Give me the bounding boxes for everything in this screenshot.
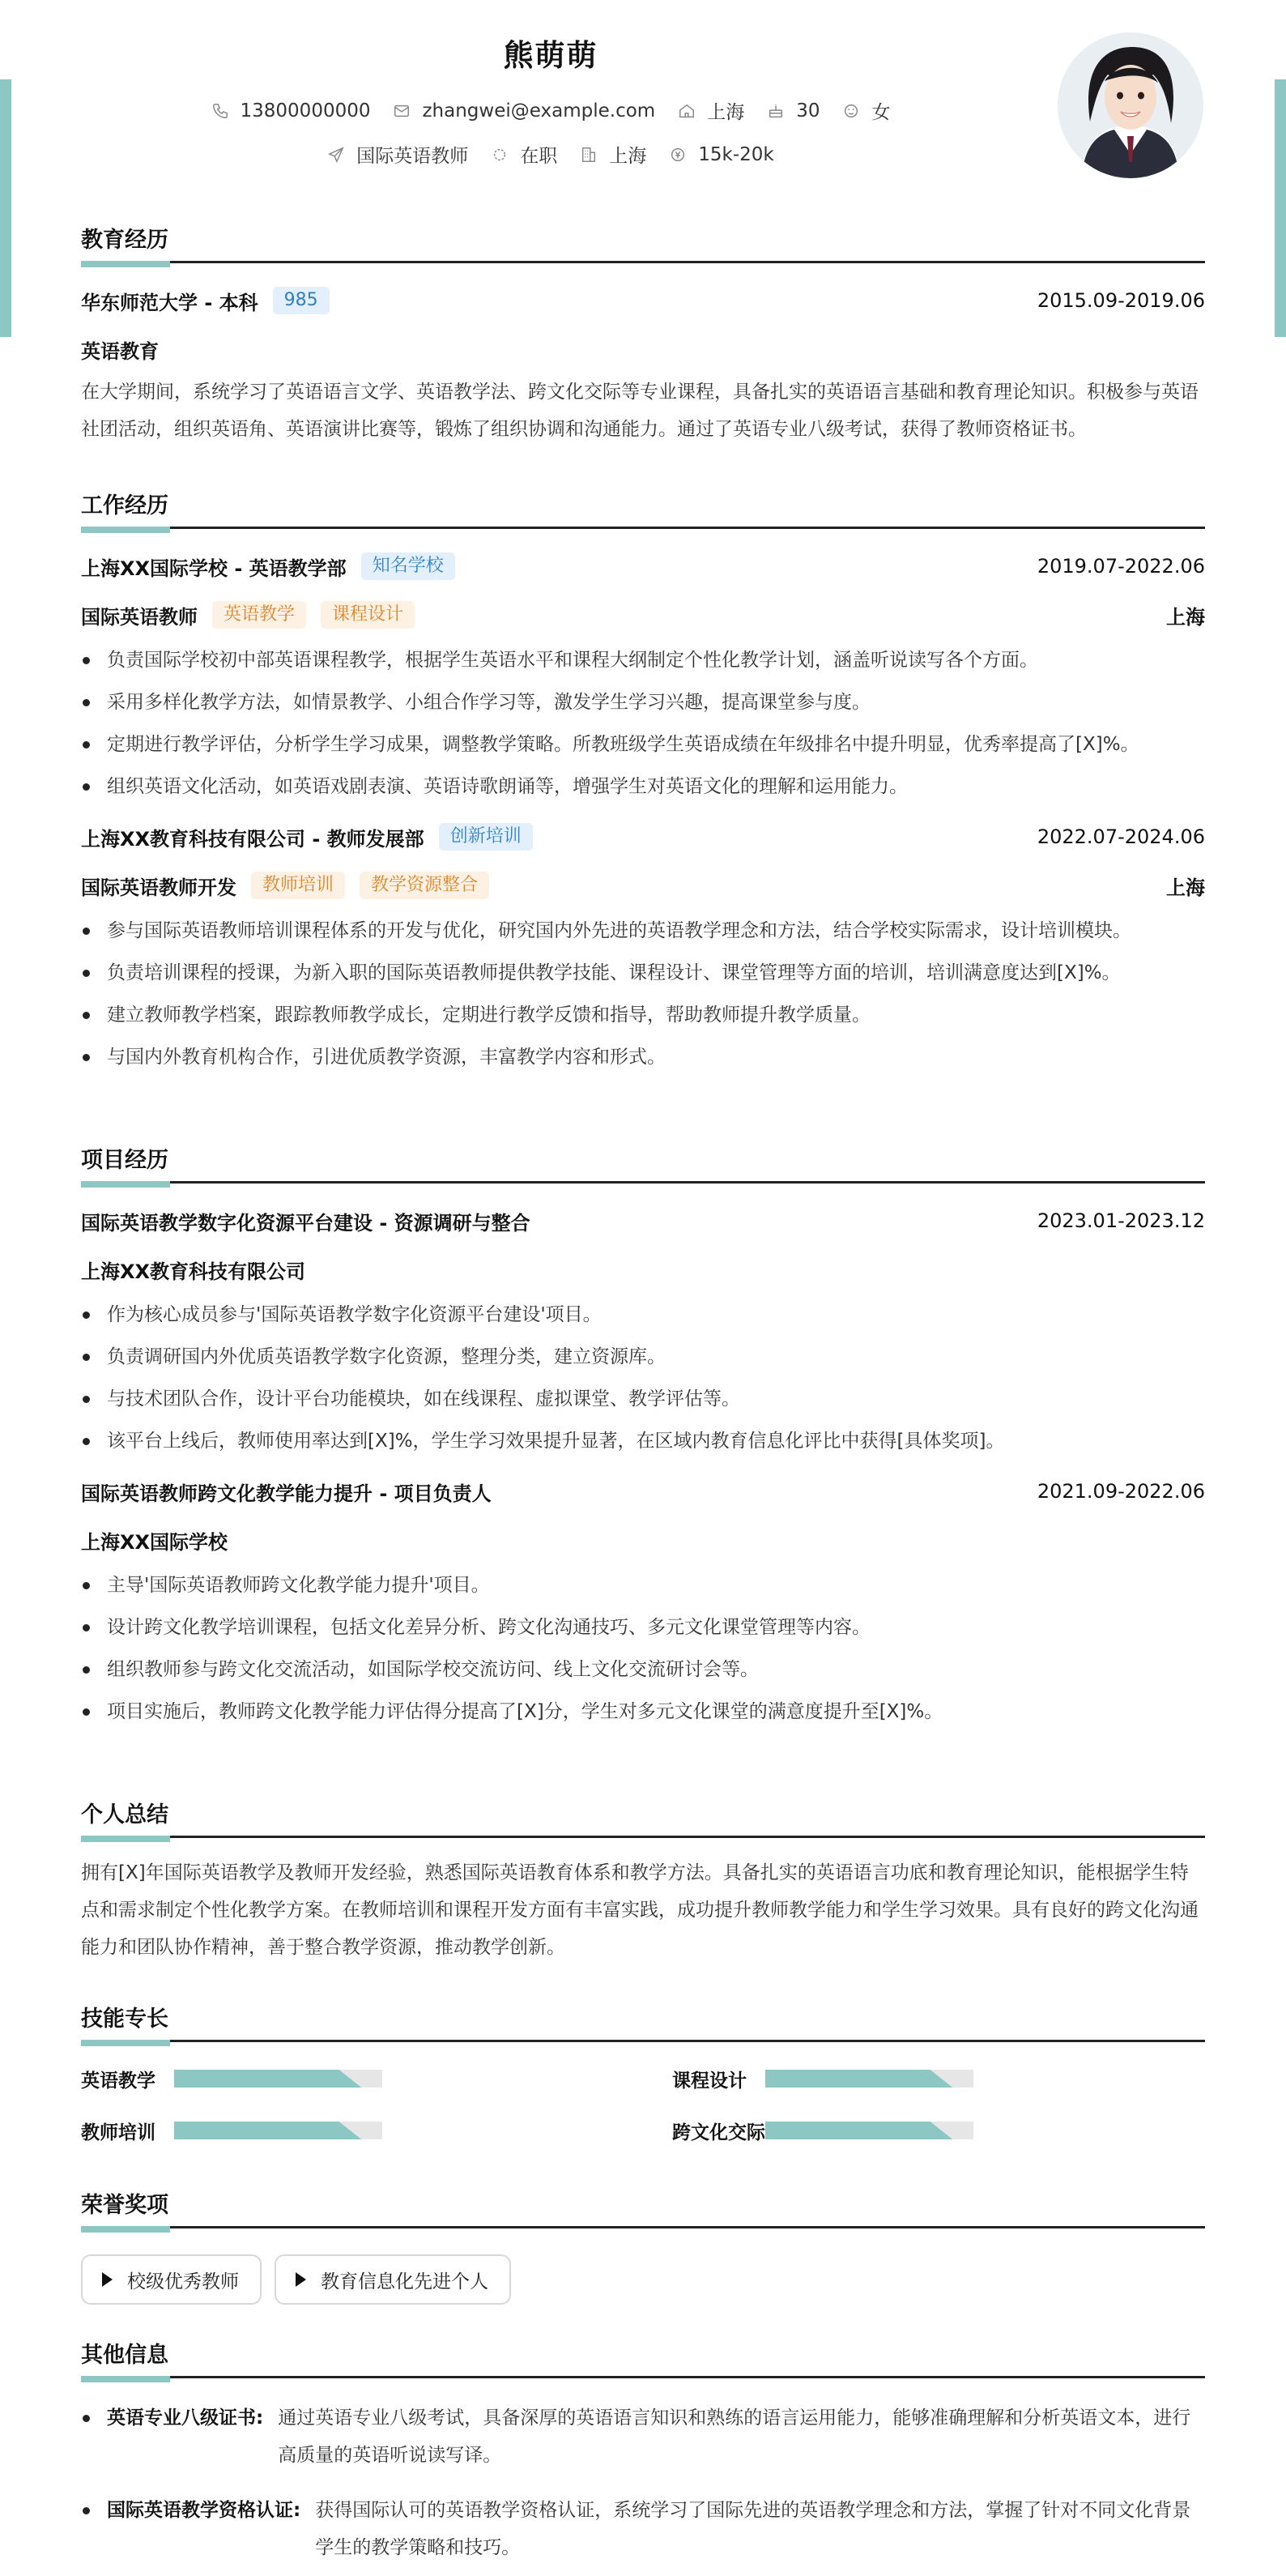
list-item: 参与国际英语教师培训课程体系的开发与优化，研究国内外先进的英语教学理念和方法，结合学校实际需求，设计培训模块。 [81,910,1205,952]
skill-label: 跨文化交际 [672,2122,765,2143]
play-icon [102,2272,113,2287]
status-icon [491,146,509,164]
role-tag: 课程设计 [321,601,415,629]
education-description: 在大学期间，系统学习了英语语言文学、英语教学法、跨文化交际等专业课程，具备扎实的英语语言基础和教育理论知识。积极参与英语社团活动，组织英语角、英语演讲比赛等，锻炼了组织协调和沟通能力。通过了英语专业八级考试，获得了教师资格证书。 [81,382,1199,440]
list-item: 主导'国际英语教师跨文化教学能力提升'项目。 [81,1564,1205,1606]
major-text: 英语教育 [81,339,159,363]
section-divider [81,527,1205,529]
skill-item [81,2113,672,2147]
skill-fill [174,2070,361,2088]
section-divider [81,2376,1205,2378]
hometown-text: 上海 [707,102,745,123]
education-date: 2015.09-2019.06 [1037,289,1205,312]
candidate-name: 熊萌萌 [503,38,598,73]
list-item: 作为核心成员参与'国际英语教学数字化资源平台建设'项目。 [81,1294,1205,1336]
role-name: 国际英语教师开发 [81,876,236,899]
work-role-row [81,869,1205,902]
contact-row [0,97,1101,124]
school-name: 华东师范大学 - 本科 [81,291,258,314]
section-divider [81,1181,1205,1184]
other-value: 获得国际认可的英语教学资格认证，系统学习了国际先进的英语教学理念和方法，掌握了针对不同文化背景学生的教学策略和技巧。 [315,2500,1191,2558]
gender-item [842,97,890,124]
avatar-portrait [1058,32,1203,178]
section-divider [81,1836,1205,1838]
age-text: 30 [796,100,820,122]
work-role-row [81,599,1205,631]
other-key: 国际英语教学资格认证: [107,2500,301,2521]
skills-section [81,2002,1205,2147]
project-name: 国际英语教学数字化资源平台建设 - 资源调研与整合 [81,1211,530,1235]
list-item [81,2399,1205,2474]
company-tag: 知名学校 [361,552,455,580]
project-org-text: 上海XX教育科技有限公司 [81,1260,306,1283]
role-tag: 英语教学 [212,601,306,629]
position-text: 国际英语教师 [356,146,469,167]
role-tag: 教学资源整合 [360,872,489,899]
summary-section [81,1798,1205,1966]
work-bullets [81,639,1205,808]
list-item: 与技术团队合作，设计平台功能模块，如在线课程、虚拟课堂、教学评估等。 [81,1378,1205,1420]
other-title: 其他信息 [81,2343,168,2368]
list-item: 负责培训课程的授课，为新入职的国际英语教师提供教学技能、课程设计、课堂管理等方面的培训，培训满意度达到[X]%。 [81,952,1205,994]
phone-text: 13800000000 [240,100,371,122]
project-org [81,1253,1205,1286]
status-text: 在职 [520,146,558,167]
hometown-item [678,97,744,124]
section-divider [81,261,1205,263]
role-tag: 教师培训 [251,872,345,899]
company-tag: 创新培训 [439,823,533,851]
skill-label: 英语教学 [81,2070,155,2092]
work-title: 工作经历 [81,493,168,518]
position-item [327,141,468,168]
other-key: 英语专业八级证书: [107,2408,264,2429]
education-section [81,224,1205,448]
skill-label: 课程设计 [672,2070,747,2092]
email-item [393,100,655,122]
section-divider [81,2226,1205,2228]
work-date: 2019.07-2022.06 [1037,555,1205,578]
salary-item [669,144,773,165]
skill-fill [765,2122,952,2139]
role-name: 国际英语教师 [81,605,198,629]
list-item: 组织英语文化活动，如英语戏剧表演、英语诗歌朗诵等，增强学生对英语文化的理解和运用能力。 [81,766,1205,808]
list-item: 设计跨文化教学培训课程，包括文化差异分析、跨文化沟通技巧、多元文化课堂管理等内容。 [81,1606,1205,1648]
list-item [81,2492,1205,2566]
salary-text: 15k-20k [698,143,774,165]
project-entry [81,1205,1205,1462]
projects-section [81,1144,1205,1733]
project-name: 国际英语教师跨文化教学能力提升 - 项目负责人 [81,1482,492,1505]
skill-item [672,2113,1205,2147]
education-entry-head [81,284,1205,317]
list-item: 组织教师参与跨文化交流活动，如国际学校交流访问、线上文化交流研讨会等。 [81,1648,1205,1691]
company-name: 上海XX教育科技有限公司 - 教师发展部 [81,827,424,851]
project-entry [81,1475,1205,1733]
list-item: 建立教师教学档案，跟踪教师教学成长，定期进行教学反馈和指导，帮助教师提升教学质量。 [81,994,1205,1036]
work-entry [81,550,1205,808]
honors-title: 荣誉奖项 [81,2193,168,2218]
education-major [81,333,1205,365]
project-bullets [81,1294,1205,1462]
list-item: 定期进行教学评估，分析学生学习成果，调整教学策略。所教班级学生英语成绩在年级排名中提升明显，优秀率提高了[X]%。 [81,723,1205,766]
gender-text: 女 [871,102,891,123]
city-text: 上海 [609,146,647,167]
building-icon [580,146,598,164]
skill-label: 教师培训 [81,2122,155,2143]
skills-title: 技能专长 [81,2007,168,2032]
skill-item [672,2062,1205,2096]
project-date: 2021.09-2022.06 [1037,1480,1205,1503]
email-text: zhangwei@example.com [422,100,656,122]
award-label: 教育信息化先进个人 [321,2271,488,2292]
list-item: 采用多样化教学方法，如情景教学、小组合作学习等，激发学生学习兴趣，提高课堂参与度。 [81,681,1205,723]
company-name: 上海XX国际学校 - 英语教学部 [81,557,347,580]
work-section [81,489,1205,1078]
education-title: 教育经历 [81,228,168,253]
phone-icon [211,102,229,120]
list-item: 该平台上线后，教师使用率达到[X]%，学生学习效果提升显著，在区域内教育信息化评比中获得[具体奖项]。 [81,1420,1205,1462]
skill-bar [174,2070,382,2088]
list-item: 项目实施后，教师跨文化教学能力评估得分提高了[X]分，学生对多元文化课堂的满意度提升至[X]%。 [81,1691,1205,1733]
home-icon [678,102,696,120]
award-chip [81,2254,262,2305]
work-bullets [81,910,1205,1078]
skill-fill [174,2122,361,2139]
work-date: 2022.07-2024.06 [1037,825,1205,848]
work-entry-head [81,550,1205,582]
avatar [1058,32,1203,178]
skill-item [81,2062,672,2096]
project-bullets [81,1564,1205,1733]
projects-title: 项目经历 [81,1148,168,1173]
work-location: 上海 [1166,605,1205,629]
project-org [81,1524,1205,1556]
summary-title: 个人总结 [81,1802,168,1828]
honors-section [81,2189,1205,2305]
paper-plane-icon [327,146,345,164]
phone-item [211,100,371,122]
status-item [491,141,557,168]
play-icon [296,2272,306,2287]
project-org-text: 上海XX国际学校 [81,1530,228,1554]
job-intent-row [0,141,1101,168]
work-entry [81,821,1205,1078]
skill-fill [765,2070,952,2088]
award-label: 校级优秀教师 [127,2271,239,2292]
section-divider [81,2040,1205,2042]
school-tag: 985 [273,287,330,314]
other-section [81,2339,1205,2576]
awards-list [81,2254,1205,2305]
project-date: 2023.01-2023.12 [1037,1209,1205,1232]
mail-icon [393,102,411,120]
skill-bar [765,2122,973,2139]
project-head [81,1205,1205,1237]
age-item [767,100,820,122]
list-item: 与国内外教育机构合作，引进优质教学资源，丰富教学内容和形式。 [81,1036,1205,1078]
gender-icon [842,102,860,120]
work-location: 上海 [1166,876,1205,899]
work-entry-head [81,821,1205,853]
award-chip [275,2254,511,2305]
skills-grid [81,2062,1205,2147]
project-head [81,1475,1205,1508]
summary-text: 拥有[X]年国际英语教学及教师开发经验，熟悉国际英语教育体系和教学方法。具备扎实的英语语言功底和教育理论知识，能根据学生特点和需求制定个性化教学方案。在教师培训和课程开发方面有丰富实践，成功提升教师教学能力和学生学习效果。具有良好的跨文化沟通能力和团队协作精神，善于整合教学资源，推动教学创新。 [81,1862,1199,1958]
list-item: 负责调研国内外优质英语教学数字化资源，整理分类，建立资源库。 [81,1336,1205,1378]
coin-icon [669,146,687,164]
other-list [81,2399,1205,2566]
other-value: 通过英语专业八级考试，具备深厚的英语语言知识和熟练的语言运用能力，能够准确理解和分析英语文本，进行高质量的英语听说读写译。 [278,2408,1191,2466]
list-item: 负责国际学校初中部英语课程教学，根据学生英语水平和课程大纲制定个性化教学计划，涵盖听说读写各个方面。 [81,639,1205,681]
resume-header [0,0,1286,211]
city-item [580,141,646,168]
skill-bar [174,2122,382,2139]
cake-icon [767,102,785,120]
skill-bar [765,2070,973,2088]
